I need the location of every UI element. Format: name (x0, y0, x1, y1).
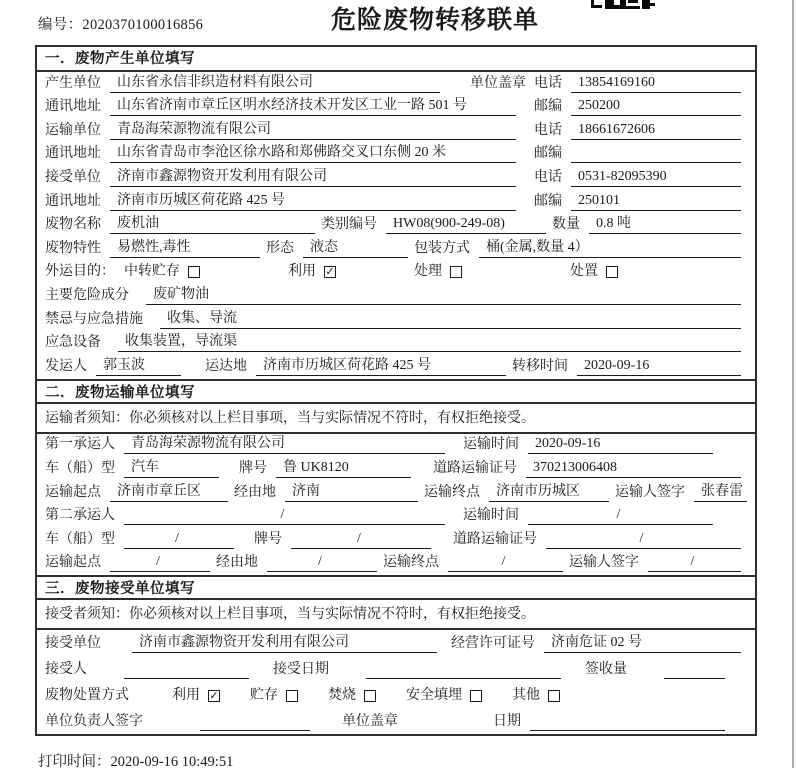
doc-number-label: 编号： (38, 17, 83, 33)
origin2-label: 运输起点 (45, 555, 101, 571)
disposal-utilize-label: 利用 (172, 688, 200, 704)
vehicle-type1-label: 车（船）型 (45, 460, 115, 476)
road-permit1-field: 370213006408 (526, 459, 741, 478)
vehicle-type1-field: 汽车 (124, 459, 219, 478)
quantity-field: 0.8 吨 (589, 215, 741, 234)
producer-unit-label: 产生单位 (45, 75, 101, 91)
receive-person-field (124, 662, 249, 679)
purpose-treatment (414, 263, 462, 281)
qr-code-fragment (591, 0, 659, 11)
purpose-treatment-label: 处理 (414, 264, 442, 280)
category-code-field: HW08(900-249-08) (386, 215, 546, 234)
transport-postcode-label: 邮编 (534, 146, 562, 162)
disposal-storage-label: 贮存 (250, 688, 278, 704)
doc-number (38, 13, 203, 34)
via1-field: 济南 (285, 483, 418, 502)
section-1-header: 一．废物产生单位填写 (37, 47, 755, 72)
endpoint2-label: 运输终点 (383, 555, 439, 571)
producer-address-label: 通讯地址 (45, 99, 101, 115)
purpose-disposal-label: 处置 (570, 264, 598, 280)
emergency-measures-label: 禁忌与应急措施 (45, 311, 143, 327)
form-row (37, 72, 755, 96)
transport-phone-field: 18661672606 (571, 121, 741, 140)
purpose-transit-storage (124, 263, 200, 281)
producer-phone-field: 13854169160 (571, 74, 741, 93)
category-code-label: 类别编号 (321, 217, 377, 233)
received-quantity-label: 签收量 (585, 662, 627, 678)
doc-number-value: 2020370100016856 (82, 17, 204, 33)
emergency-measures-field: 收集、导流 (160, 310, 741, 329)
form-row (37, 656, 755, 682)
date-label: 日期 (493, 714, 521, 730)
receiver-phone-label: 电话 (534, 169, 562, 185)
transfer-date-field: 2020-09-16 (577, 357, 741, 376)
disposal-incineration-checkbox (364, 690, 376, 702)
section-2 (37, 379, 755, 576)
disposal-storage (250, 687, 298, 705)
section-3-header: 三．废物接受单位填写 (37, 575, 755, 600)
purpose-transit-storage-checkbox (188, 266, 200, 278)
producer-postcode-field: 250200 (571, 97, 741, 116)
section-1 (37, 47, 755, 379)
disposal-incineration (328, 687, 376, 705)
destination-field: 济南市历城区荷花路 425 号 (256, 357, 506, 376)
transport-time2-label: 运输时间 (463, 508, 519, 524)
receiver-unit-label: 接受单位 (45, 169, 101, 185)
disposal-utilize-checkbox: ✓ (209, 689, 219, 703)
origin2-field: / (110, 553, 210, 572)
carrier-sign2-field: / (648, 553, 741, 572)
plate2-field: / (291, 530, 431, 549)
transfer-form-table (35, 45, 757, 736)
vehicle-type2-field: / (124, 530, 234, 549)
transport-postcode-field (571, 146, 741, 163)
vehicle-type2-label: 车（船）型 (45, 531, 115, 547)
carrier-sign2-label: 运输人签字 (569, 555, 639, 571)
disposal-landfill-checkbox (470, 690, 482, 702)
form-row (37, 308, 755, 332)
receiver-address-field: 济南市历城区荷花路 425 号 (110, 192, 516, 211)
receive-date-label: 接受日期 (273, 662, 329, 678)
purpose-utilize-checkbox: ✓ (325, 265, 335, 279)
main-hazard-label: 主要危险成分 (45, 287, 129, 303)
plate1-label: 牌号 (239, 460, 267, 476)
responsible-sign-field (200, 714, 310, 731)
waste-form-field: 液态 (303, 239, 408, 258)
waste-property-label: 废物特性 (45, 240, 101, 256)
form-row (37, 237, 755, 261)
receiver-postcode-field: 250101 (571, 192, 741, 211)
form-row (37, 630, 755, 656)
plate2-label: 牌号 (254, 531, 282, 547)
disposal-storage-checkbox (286, 690, 298, 702)
form-row (37, 284, 755, 308)
via2-field: / (267, 553, 377, 572)
carrier-sign1-field: 张春雷 (694, 483, 747, 502)
receiver-postcode-label: 邮编 (534, 193, 562, 209)
waste-name-label: 废物名称 (45, 217, 101, 233)
second-carrier-label: 第二承运人 (45, 508, 115, 524)
plate1-field: 鲁 UK8120 (276, 459, 411, 478)
first-carrier-label: 第一承运人 (45, 437, 115, 453)
waste-property-field: 易燃性,毒性 (110, 239, 260, 258)
receive-unit-label: 接受单位 (45, 636, 101, 652)
disposal-method-label: 废物处置方式 (45, 688, 129, 704)
purpose-utilize (288, 263, 336, 281)
destination-label: 运达地 (205, 358, 247, 374)
form-row (37, 434, 755, 458)
receiver-unit-field: 济南市鑫源物资开发利用有限公司 (110, 168, 516, 187)
form-row (37, 166, 755, 190)
first-carrier-field: 青岛海荣源物流有限公司 (124, 435, 445, 454)
transport-address-label: 通讯地址 (45, 146, 101, 162)
main-hazard-field: 废矿物油 (146, 286, 741, 305)
section-2-notice: 运输者须知：你必须核对以上栏目事项，当与实际情况不符时，有权拒绝接受。 (37, 404, 755, 434)
form-row (37, 261, 755, 285)
received-quantity-field (664, 662, 725, 679)
form-row (37, 552, 755, 576)
license-label: 经营许可证号 (451, 636, 535, 652)
origin1-field: 济南市章丘区 (110, 483, 228, 502)
packaging-field: 桶(金属,数量 4） (479, 239, 741, 258)
print-time-value: 2020-09-16 10:49:51 (110, 754, 234, 770)
transport-address-field: 山东省青岛市李沧区徐水路和郑佛路交叉口东侧 20 米 (110, 144, 516, 163)
transport-time2-field: / (528, 506, 713, 525)
form-row (37, 119, 755, 143)
form-row (37, 528, 755, 552)
transport-time1-field: 2020-09-16 (528, 435, 713, 454)
quantity-label: 数量 (552, 217, 580, 233)
receiver-address-label: 通讯地址 (45, 193, 101, 209)
origin1-label: 运输起点 (45, 484, 101, 500)
form-row (37, 457, 755, 481)
purpose-utilize-label: 利用 (288, 264, 316, 280)
form-row (37, 332, 755, 356)
page-edge-line (792, 0, 794, 768)
endpoint1-field: 济南市历城区 (489, 483, 609, 502)
transfer-date-label: 转移时间 (512, 358, 568, 374)
receiver-phone-field: 0531-82095390 (571, 168, 741, 187)
emergency-equipment-label: 应急设备 (45, 335, 101, 351)
producer-postcode-label: 邮编 (534, 99, 562, 115)
endpoint1-label: 运输终点 (424, 484, 480, 500)
disposal-other-checkbox (548, 690, 560, 702)
section-3-notice: 接受者须知：你必须核对以上栏目事项，当与实际情况不符时，有权拒绝接受。 (37, 600, 755, 630)
disposal-landfill-label: 安全填埋 (406, 688, 462, 704)
form-row (37, 143, 755, 167)
transport-time1-label: 运输时间 (463, 437, 519, 453)
form-row (37, 708, 755, 734)
consignor-field: 郭玉波 (96, 357, 181, 376)
packaging-label: 包装方式 (414, 240, 470, 256)
transfer-purpose-label: 外运目的： (45, 264, 115, 280)
purpose-transit-storage-label: 中转贮存 (124, 264, 180, 280)
license-field: 济南危证 02 号 (544, 634, 741, 653)
section-3 (37, 575, 755, 734)
receive-unit-field: 济南市鑫源物资开发利用有限公司 (132, 634, 437, 653)
emergency-equipment-field: 收集装置，导流渠 (118, 333, 741, 352)
via1-label: 经由地 (234, 484, 276, 500)
transport-unit-label: 运输单位 (45, 122, 101, 138)
form-row (37, 505, 755, 529)
unit-seal-label: 单位盖章 (470, 75, 526, 91)
disposal-utilize (172, 687, 220, 705)
receive-date-field (366, 662, 561, 679)
page-title: 危险废物转移联单 (331, 6, 540, 34)
purpose-treatment-checkbox (450, 266, 462, 278)
disposal-incineration-label: 焚烧 (328, 688, 356, 704)
responsible-sign-label: 单位负责人签字 (45, 714, 143, 730)
producer-address-field: 山东省济南市章丘区明水经济技术开发区工业一路 501 号 (110, 97, 516, 116)
date-field (530, 714, 725, 731)
disposal-other-label: 其他 (512, 688, 540, 704)
purpose-disposal (570, 263, 618, 281)
receive-person-label: 接受人 (45, 662, 87, 678)
endpoint2-field: / (448, 553, 563, 572)
road-permit1-label: 道路运输证号 (433, 460, 517, 476)
via2-label: 经由地 (216, 555, 258, 571)
print-time-label: 打印时间： (38, 754, 111, 770)
transport-unit-field: 青岛海荣源物流有限公司 (110, 121, 516, 140)
purpose-disposal-checkbox (606, 266, 618, 278)
form-row (37, 355, 755, 379)
form-row (37, 190, 755, 214)
form-row (37, 96, 755, 120)
carrier-sign1-label: 运输人签字 (615, 484, 685, 500)
road-permit2-field: / (546, 530, 741, 549)
producer-phone-label: 电话 (534, 75, 562, 91)
producer-unit-field: 山东省永信非织造材料有限公司 (110, 74, 440, 93)
waste-name-field: 废机油 (110, 215, 315, 234)
consignor-label: 发运人 (45, 358, 87, 374)
road-permit2-label: 道路运输证号 (453, 531, 537, 547)
section-2-header: 二．废物运输单位填写 (37, 379, 755, 404)
waste-form-label: 形态 (266, 240, 294, 256)
form-row (37, 481, 755, 505)
second-carrier-field: / (124, 506, 445, 525)
disposal-landfill (406, 687, 482, 705)
transport-phone-label: 电话 (534, 122, 562, 138)
form-row (37, 682, 755, 708)
unit-seal2-label: 单位盖章 (342, 714, 398, 730)
disposal-other (512, 687, 560, 705)
form-row (37, 214, 755, 238)
